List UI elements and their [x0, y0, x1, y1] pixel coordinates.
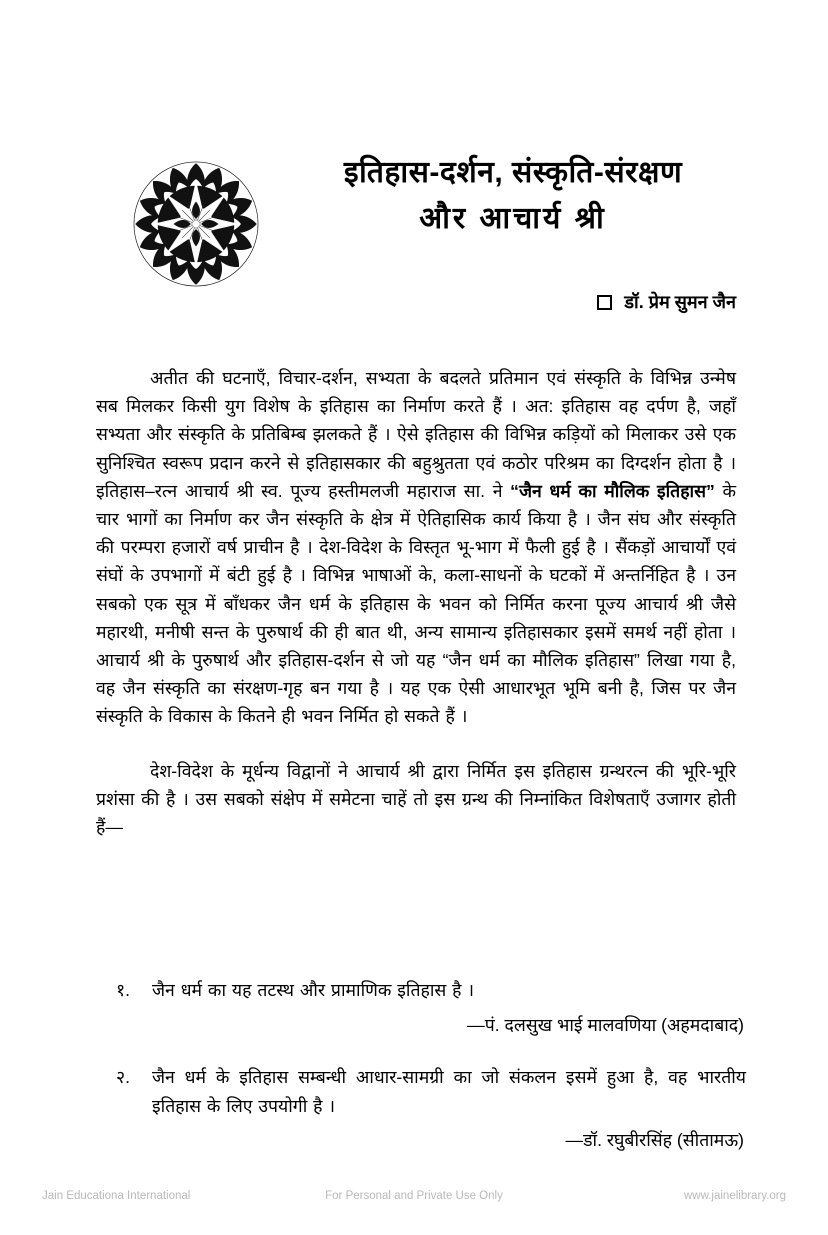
list-item-text: जैन धर्म का यह तटस्थ और प्रामाणिक इतिहास है ।	[152, 980, 475, 1000]
paragraph-2	[96, 757, 736, 842]
page-header	[96, 150, 740, 340]
author-byline	[597, 290, 736, 314]
paragraph-1-part-2: के चार भागों का निर्माण कर जैन संस्कृति के क्षेत्र में ऐतिहासिक कार्य किया है । जैन संघ और संस्कृति की परम्परा हजारों वर्ष प्राचीन है । देश-विदेश के विस्तृत भू-भाग में फैली हुई है । सैंकड़ों आचार्यों एवं संघों के उपभागों में बंटी हुई है । विभिन्न भाषाओं के, कला-साधनों के घटकों में अन्तर्निहित है । उन सबको एक सूत्र में बाँधकर जैन धर्म के इतिहास के भवन को निर्मित करना पूज्य आचार्य श्री जैसे महारथी, मनीषी सन्त के पुरुषार्थ की ही बात थी, अन्य सामान्य इतिहासकार इसमें समर्थ नहीं होता । आचार्य श्री के पुरुषार्थ और इतिहास-दर्शन से जो यह “जैन धर्म का मौलिक इतिहास” लिखा गया है, वह जैन संस्कृति का संरक्षण-गृह बन गया है । यह एक ऐसी आधारभूत भूमि बनी है, जिस पर जैन संस्कृति के विकास के कितने ही भवन निर्मित हो सकते हैं ।	[96, 480, 736, 727]
square-bullet-icon	[597, 295, 612, 310]
footer-usage-notice: For Personal and Private Use Only	[325, 1190, 503, 1202]
paragraph-1	[96, 364, 736, 731]
footer-organization: Jain Educationa International	[42, 1190, 191, 1202]
article-body	[96, 364, 736, 841]
author-name: डॉ. प्रेम सुमन जैन	[624, 292, 736, 312]
page-title	[286, 150, 740, 241]
list-item-attribution: —पं. दलसुख भाई मालवणिया (अहमदाबाद)	[467, 1014, 744, 1035]
list-item-text: जैन धर्म के इतिहास सम्बन्धी आधार-सामग्री का जो संकलन इसमें हुआ है, वह भारतीय इतिहास के लिए उपयोगी है ।	[152, 1067, 746, 1116]
title-line-2: और आचार्य श्री	[419, 201, 607, 235]
footer-website[interactable]: www.jainelibrary.org	[683, 1190, 786, 1202]
list-item	[96, 1063, 746, 1155]
book-title-quote-1: “जैन धर्म का मौलिक इतिहास”	[510, 480, 715, 501]
list-item-number: २.	[116, 1067, 131, 1087]
paragraph-2-text: देश-विदेश के मूर्धन्य विद्वानों ने आचार्य श्री द्वारा निर्मित इस इतिहास ग्रन्थरत्न की भूरि-भूरि प्रशंसा की है । उस सबको संक्षेप में समेटना चाहें तो इस ग्रन्थ की निम्नांकित विशेषताएँ उजागर होती हैं—	[96, 760, 736, 838]
paragraph-1-part-1: अतीत की घटनाएँ, विचार-दर्शन, सभ्यता के बदलते प्रतिमान एवं संस्कृति के विभिन्न उन्मेष सब मिलकर किसी युग विशेष के इतिहास का निर्माण करते हैं । अत: इतिहास वह दर्पण है, जहाँ सभ्यता और संस्कृति के प्रतिबिम्ब झलकते हैं । ऐसे इतिहास की विभिन्न कड़ियों को मिलाकर उसे एक सुनिश्चित स्वरूप प्रदान करने से इतिहासकार की बहुश्रुतता एवं कठोर परिश्रम का दिग्दर्शन होता है । इतिहास–रत्न आचार्य श्री स्व. पूज्य हस्तीमलजी महाराज सा. ने	[96, 368, 736, 501]
list-item	[96, 976, 746, 1039]
page-footer	[0, 1190, 828, 1210]
jain-ornamental-rosette-icon	[130, 158, 262, 290]
features-list	[96, 976, 746, 1165]
list-item-number: १.	[116, 980, 131, 1000]
title-line-1: इतिहास-दर्शन, संस्कृति-संरक्षण	[343, 156, 683, 189]
list-item-attribution: —डॉ. रघुबीरसिंह (सीतामऊ)	[565, 1130, 744, 1150]
